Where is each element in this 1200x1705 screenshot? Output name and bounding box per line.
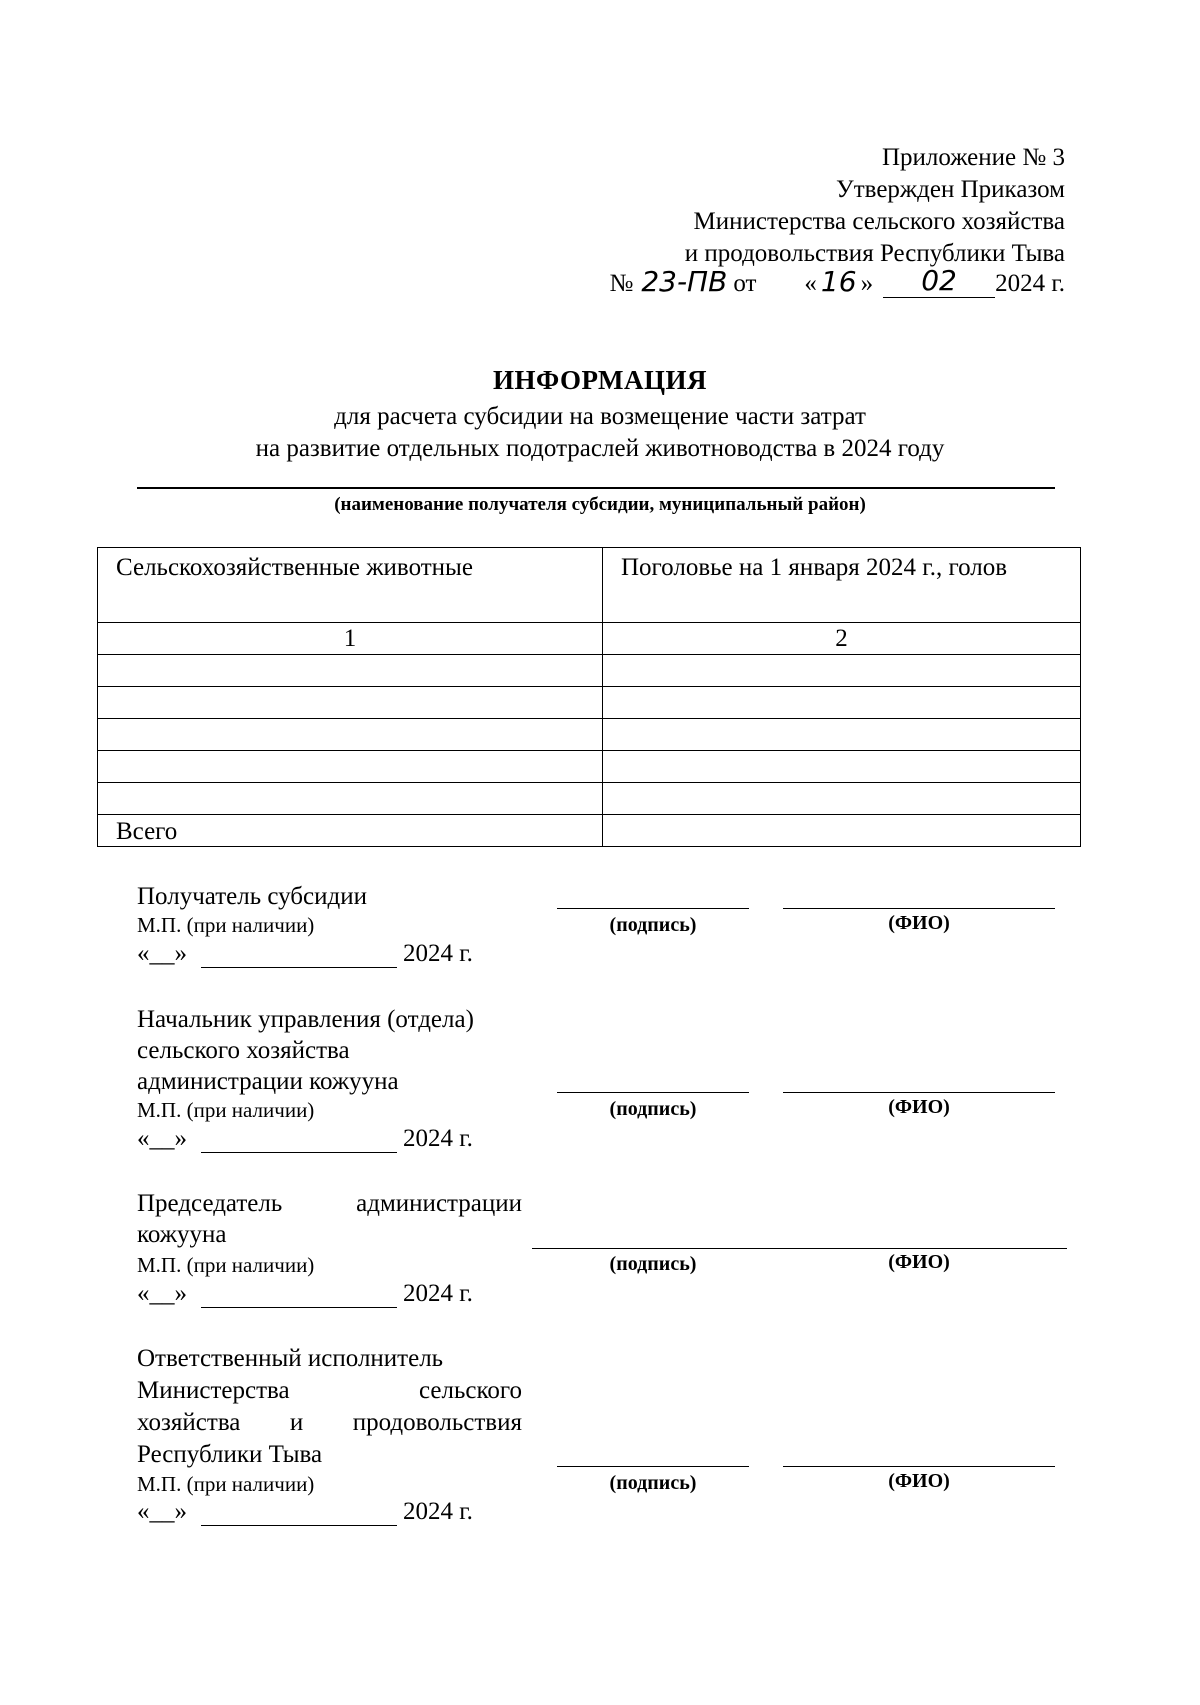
signer-3-title-line-2: кожууна xyxy=(137,1221,227,1248)
signer-3-signature-caption: (подпись) xyxy=(609,1253,697,1275)
quote-open: « xyxy=(804,270,817,297)
table-cell[interactable] xyxy=(603,719,1081,751)
date-month-blank[interactable] xyxy=(201,1525,397,1526)
document-subtitle-2: на развитие отдельных подотраслей животноводства в 2024 году xyxy=(255,435,945,462)
signer-2-signature-line[interactable] xyxy=(557,1092,749,1093)
signer-4-name-line[interactable] xyxy=(783,1466,1055,1467)
date-month-blank[interactable] xyxy=(201,967,397,968)
table-row xyxy=(98,751,1081,783)
signer-3-title-line-1: Председатель администрации xyxy=(137,1190,522,1217)
table-cell[interactable] xyxy=(98,655,603,687)
signer-2-title-line-2: сельского хозяйства xyxy=(137,1037,350,1064)
column-number-2: 2 xyxy=(603,623,1081,655)
table-row xyxy=(98,687,1081,719)
signer-2-date xyxy=(137,1125,473,1153)
total-label: Всего xyxy=(98,815,603,847)
signer-3-date xyxy=(137,1280,473,1308)
signer-3-stamp: М.П. (при наличии) xyxy=(137,1253,315,1277)
table-header-row xyxy=(98,548,1081,623)
signer-4-stamp: М.П. (при наличии) xyxy=(137,1472,315,1496)
appendix-line-1: Приложение № 3 xyxy=(881,144,1065,171)
quote-close: » xyxy=(860,270,874,297)
signer-1-title: Получатель субсидии xyxy=(137,883,367,910)
table-row xyxy=(98,783,1081,815)
document-title: ИНФОРМАЦИЯ xyxy=(493,365,707,395)
signer-3-name-caption: (ФИО) xyxy=(888,1251,950,1273)
date-year: 2024 г. xyxy=(403,1125,473,1152)
order-number-handwritten: 23-ПВ xyxy=(641,265,728,298)
date-day: «__» xyxy=(137,940,187,967)
signer-4-title-line-1: Ответственный исполнитель xyxy=(137,1345,444,1372)
signer-2-name-caption: (ФИО) xyxy=(888,1096,950,1118)
table-cell[interactable] xyxy=(603,751,1081,783)
table-cell[interactable] xyxy=(98,751,603,783)
appendix-line-2: Утвержден Приказом xyxy=(836,176,1065,203)
signer-2-title-line-1: Начальник управления (отдела) xyxy=(137,1006,474,1033)
date-day: «__» xyxy=(137,1498,187,1525)
from-label: от xyxy=(733,270,757,297)
signer-2-name-line[interactable] xyxy=(783,1092,1055,1093)
signer-4-title-line-2: Министерства сельского xyxy=(137,1377,522,1404)
table-cell[interactable] xyxy=(98,719,603,751)
date-year: 2024 г. xyxy=(403,1280,473,1307)
total-value-cell[interactable] xyxy=(603,815,1081,847)
table-column-numbers-row xyxy=(98,623,1081,655)
recipient-name-line xyxy=(137,487,1055,489)
appendix-line-3: Министерства сельского хозяйства xyxy=(693,208,1065,235)
header-headcount: Поголовье на 1 января 2024 г., голов xyxy=(603,548,1081,623)
year-label: 2024 г. xyxy=(995,270,1065,297)
signer-4-title-line-4: Республики Тыва xyxy=(137,1441,323,1468)
signer-1-stamp: М.П. (при наличии) xyxy=(137,913,315,937)
signer-4-signature-caption: (подпись) xyxy=(609,1472,697,1494)
date-month-blank[interactable] xyxy=(201,1307,397,1308)
header-animals: Сельскохозяйственные животные xyxy=(98,548,603,623)
signer-1-signature-line[interactable] xyxy=(557,908,749,909)
table-total-row xyxy=(98,815,1081,847)
table-cell[interactable] xyxy=(603,687,1081,719)
appendix-line-4: и продовольствия Республики Тыва xyxy=(684,240,1065,267)
month-handwritten: 02 xyxy=(883,264,995,298)
signer-1-date xyxy=(137,940,473,968)
number-sign: № xyxy=(609,270,634,297)
date-year: 2024 г. xyxy=(403,1498,473,1525)
table-row xyxy=(98,655,1081,687)
date-year: 2024 г. xyxy=(403,940,473,967)
table-cell[interactable] xyxy=(98,783,603,815)
signer-4-signature-line[interactable] xyxy=(557,1466,749,1467)
recipient-name-caption: (наименование получателя субсидии, муниципальный район) xyxy=(334,494,866,515)
order-number-line xyxy=(609,264,1065,298)
table-cell[interactable] xyxy=(98,687,603,719)
signer-1-signature-caption: (подпись) xyxy=(609,914,697,936)
signer-1-name-line[interactable] xyxy=(783,908,1055,909)
table-cell[interactable] xyxy=(603,655,1081,687)
day-handwritten: 16 xyxy=(820,265,857,298)
date-day: «__» xyxy=(137,1125,187,1152)
signer-1-name-caption: (ФИО) xyxy=(888,912,950,934)
table-cell[interactable] xyxy=(603,783,1081,815)
document-subtitle-1: для расчета субсидии на возмещение части затрат xyxy=(334,403,866,430)
signer-2-title-line-3: администрации кожууна xyxy=(137,1068,399,1095)
signer-4-title-line-3: хозяйства и продовольствия xyxy=(137,1409,522,1436)
column-number-1: 1 xyxy=(98,623,603,655)
date-month-blank[interactable] xyxy=(201,1152,397,1153)
date-day: «__» xyxy=(137,1280,187,1307)
signer-4-date xyxy=(137,1498,473,1526)
signer-4-name-caption: (ФИО) xyxy=(888,1470,950,1492)
signer-2-signature-caption: (подпись) xyxy=(609,1098,697,1120)
livestock-table xyxy=(97,547,1081,847)
signer-3-signature-name-line[interactable] xyxy=(532,1248,1067,1249)
signer-2-stamp: М.П. (при наличии) xyxy=(137,1098,315,1122)
table-row xyxy=(98,719,1081,751)
